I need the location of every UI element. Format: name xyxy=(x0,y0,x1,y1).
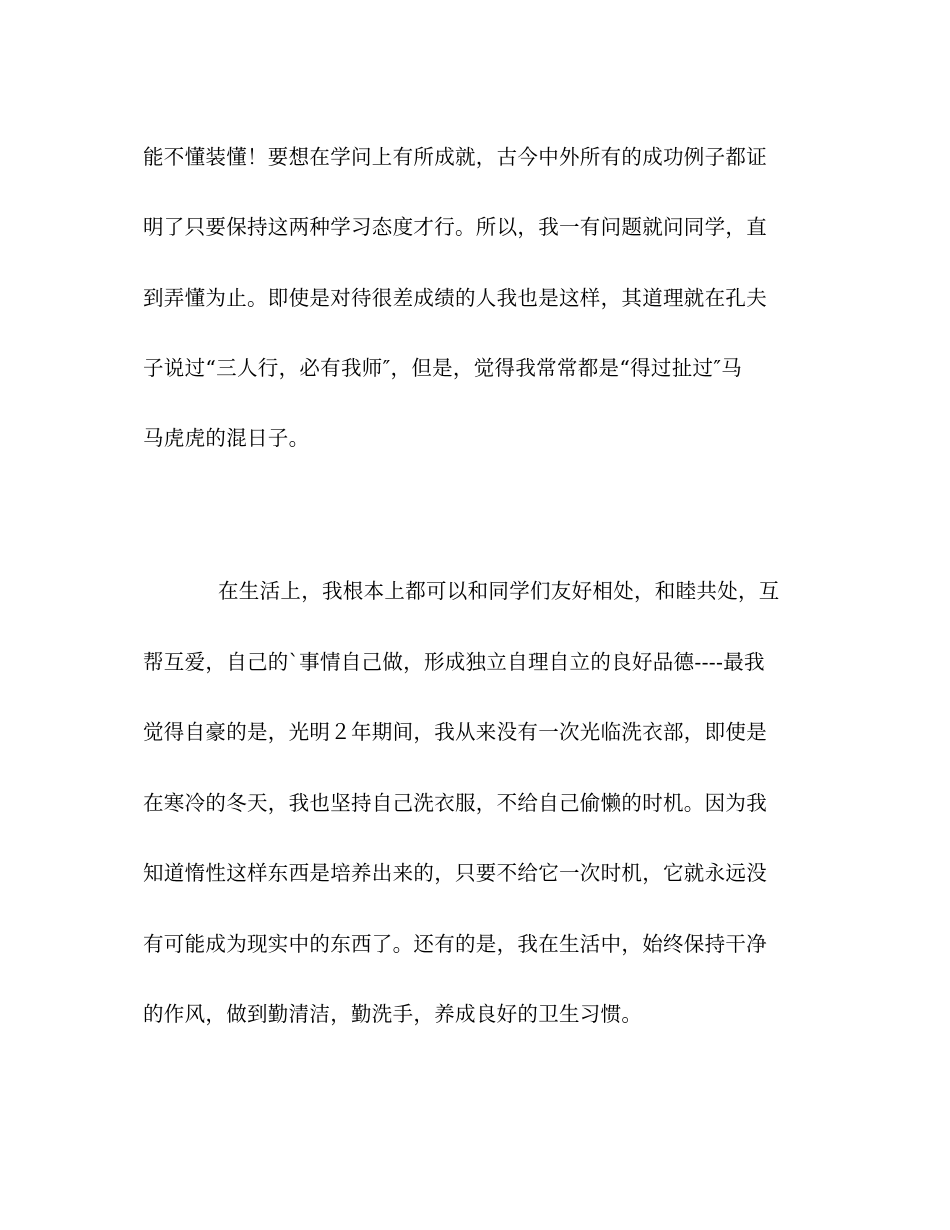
paragraph-line: 在寒冷的冬天，我也坚持自己洗衣服，不给自己偷懒的时机。因为我 xyxy=(143,791,767,815)
paragraph-line: 的作风，做到勤清洁，勤洗手，养成良好的卫生习惯。 xyxy=(143,1002,643,1026)
paragraph-line: 在生活上，我根本上都可以和同学们友好相处，和睦共处，互 xyxy=(218,579,780,603)
paragraph-line: 子说过“三人行，必有我师″，但是，觉得我常常都是“得过扯过″马 xyxy=(143,356,743,380)
paragraph-line: 马虎虎的混日子。 xyxy=(143,426,310,450)
paragraph-line: 到弄懂为止。即使是对待很差成绩的人我也是这样，其道理就在孔夫 xyxy=(143,286,767,310)
paragraph-line: 明了只要保持这两种学习态度才行。所以，我一有问题就问同学，直 xyxy=(143,215,767,239)
paragraph-line: 知道惰性这样东西是培养出来的，只要不给它一次时机，它就永远没 xyxy=(143,861,767,885)
paragraph-line: 有可能成为现实中的东西了。还有的是，我在生活中，始终保持干净 xyxy=(143,932,767,956)
paragraph-line: 觉得自豪的是，光明２年期间，我从来没有一次光临洗衣部，即使是 xyxy=(143,720,767,744)
paragraph-line: 能不懂装懂！要想在学问上有所成就，古今中外所有的成功例子都证 xyxy=(143,145,767,169)
paragraph-line: 帮互爱，自己的`事情自己做，形成独立自理自立的良好品德----最我 xyxy=(143,650,765,674)
